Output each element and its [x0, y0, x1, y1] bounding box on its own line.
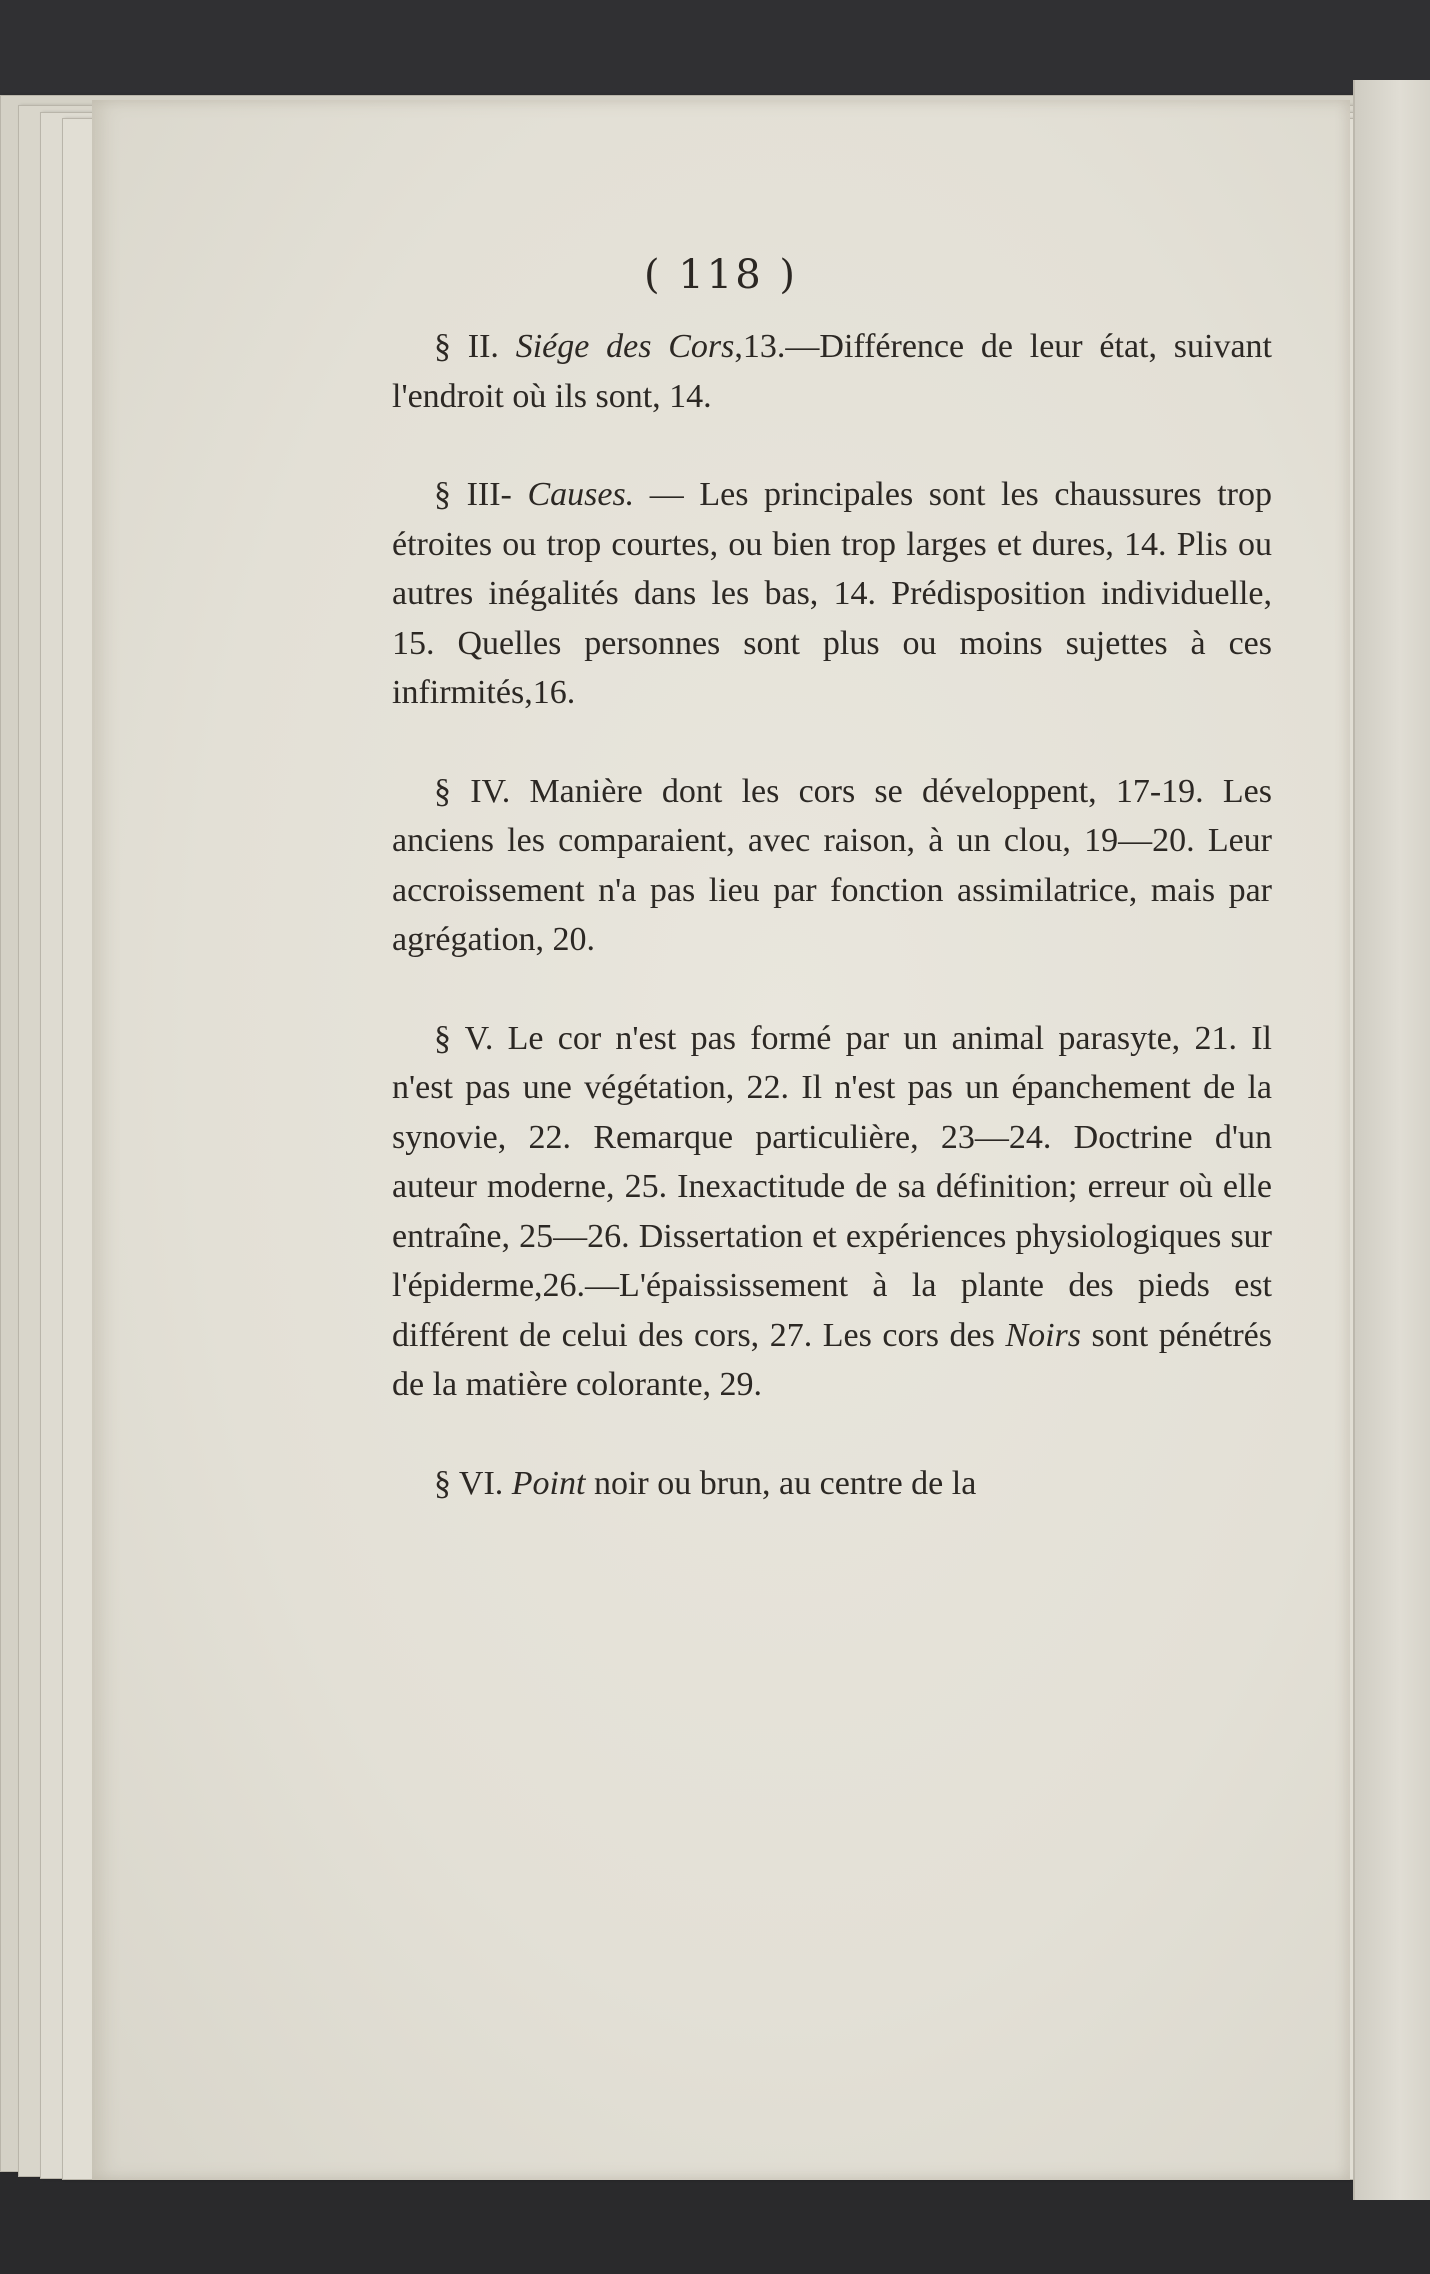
paragraph-text: Le cor n'est pas formé par un animal parasyte, 21. Il n'est pas une végétation, 22. Il n'est pas un épanchement de la synovie, 22. Remarque particulière, 23—24. Doctrine d'un auteur moderne, 25. Inexactitude de sa définition; erreur où elle entraîne, 25—26. Dissertation et expériences physiologiques sur l'épiderme,26.—L'épaississement à la plante des pieds est différent de celui des cors, 27. Les cors des — [392, 1019, 1272, 1354]
section-marker: § IV. — [434, 772, 530, 810]
italic-term: Noirs — [1005, 1316, 1081, 1354]
section-paragraph — [392, 1014, 1272, 1410]
italic-term: Causes. — [527, 476, 635, 513]
page-number-header: ( 118 ) — [644, 252, 798, 298]
section-marker: § VI. — [434, 1464, 512, 1502]
paragraph-text: sont pénétrés de la matière colorante, 29. — [392, 1316, 1272, 1403]
paragraph-text: Manière dont les cors se développent, 17-19. Les anciens les comparaient, avec raison, à un clou, 19—20. Leur accroissement n'a pas lieu par fonction assimilatrice, mais par agrégation, 20. — [392, 772, 1272, 958]
section-paragraph — [392, 1459, 1272, 1509]
section-paragraph — [392, 322, 1272, 421]
section-marker: § V. — [434, 1019, 508, 1057]
section-paragraph — [392, 470, 1272, 718]
paragraph-text: — Les principales sont les chaussures trop étroites ou trop courtes, ou bien trop larges et dures, 14. Plis ou autres inégalités dans les bas, 14. Prédisposition individuelle, 15. Quelles personnes sont plus ou moins sujettes à ces infirmités,16. — [392, 476, 1272, 711]
page-body-text — [392, 322, 1272, 1508]
section-marker: § III- — [434, 476, 528, 513]
paragraph-text: noir ou brun, au centre de la — [585, 1464, 977, 1502]
italic-term: Siége des Cors — [515, 328, 735, 365]
section-paragraph — [392, 767, 1272, 965]
italic-term: Point — [511, 1464, 586, 1502]
section-marker: § II. — [434, 328, 516, 365]
paragraph-text: ,13.—Différence de leur état, suivant l'endroit où ils sont, 14. — [392, 328, 1272, 415]
book-page — [92, 100, 1350, 2180]
facing-page-edge — [1353, 80, 1430, 2200]
